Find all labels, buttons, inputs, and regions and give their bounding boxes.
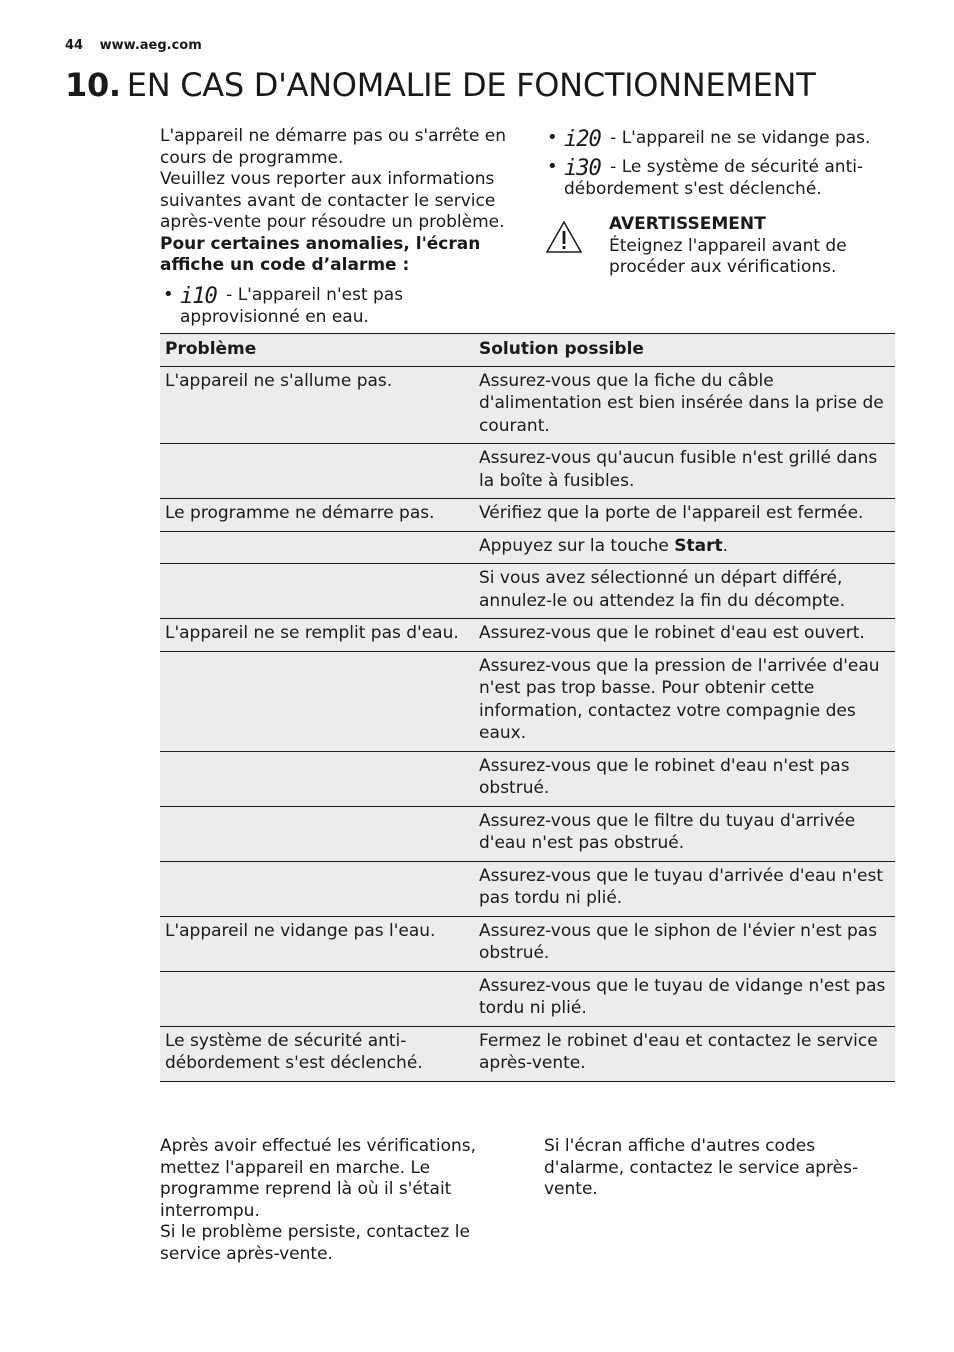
- intro-line1: L'appareil ne démarre pas ou s'arrête en cours de programme.: [160, 126, 507, 168]
- section-title-text: EN CAS D'ANOMALIE DE FONCTIONNEMENT: [126, 66, 816, 104]
- alarm-text: - Le système de sécurité anti-débordement s'est déclenché.: [564, 156, 864, 199]
- intro-line2: Veuillez vous reporter aux informations suivantes avant de contacter le service après-vente pour résoudre un problème.: [160, 169, 505, 232]
- table-header-row: [160, 334, 895, 367]
- problem-cell: [160, 861, 474, 916]
- solution-text: Appuyez sur la touche: [479, 535, 675, 556]
- troubleshooting-table: [160, 333, 895, 1082]
- solution-cell: Assurez-vous que la fiche du câble d'alimentation est bien insérée dans la prise de courant.: [474, 366, 895, 444]
- footer-left: [160, 1136, 515, 1265]
- table-row: [160, 366, 895, 444]
- solution-cell: Assurez-vous que le robinet d'eau n'est pas obstrué.: [474, 751, 895, 806]
- website: www.aeg.com: [99, 38, 202, 53]
- warning-title: AVERTISSEMENT: [609, 214, 766, 234]
- solution-cell: Assurez-vous que le filtre du tuyau d'arrivée d'eau n'est pas obstrué.: [474, 806, 895, 861]
- table-row: [160, 751, 895, 806]
- solution-cell: Assurez-vous qu'aucun fusible n'est grillé dans la boîte à fusibles.: [474, 444, 895, 499]
- footer-right-para: Si l'écran affiche d'autres codes d'alarme, contactez le service après-vente.: [544, 1136, 859, 1199]
- problem-cell: Le système de sécurité anti-débordement s'est déclenché.: [160, 1026, 474, 1081]
- solution-cell: Fermez le robinet d'eau et contactez le service après-vente.: [474, 1026, 895, 1081]
- bullet-icon: •: [547, 127, 558, 148]
- problem-cell: [160, 651, 474, 751]
- problem-cell: [160, 751, 474, 806]
- bullet-icon: •: [163, 283, 174, 305]
- column-header-solution: Solution possible: [474, 334, 895, 367]
- table-row: [160, 531, 895, 564]
- problem-cell: [160, 564, 474, 619]
- footer-left-para1: Après avoir effectué les vérifications, mettez l'appareil en marche. Le programme reprend là où il s'était interrompu.: [160, 1136, 477, 1221]
- intro-bold: Pour certaines anomalies, l'écran affiche un code d’alarme :: [160, 233, 481, 275]
- table-row: [160, 971, 895, 1026]
- page-number: 44: [65, 38, 84, 53]
- table-row: [160, 916, 895, 971]
- warning-triangle-icon: [545, 220, 583, 254]
- table-row: [160, 499, 895, 532]
- table-row: [160, 861, 895, 916]
- table-row: [160, 564, 895, 619]
- problem-cell: L'appareil ne se remplit pas d'eau.: [160, 619, 474, 652]
- solution-cell: Assurez-vous que le tuyau de vidange n'est pas tordu ni plié.: [474, 971, 895, 1026]
- intro-column: [160, 126, 512, 329]
- solution-text-end: .: [722, 535, 728, 556]
- column-header-problem: Problème: [160, 334, 474, 367]
- start-key-label: Start: [674, 535, 723, 556]
- solution-cell: Assurez-vous que la pression de l'arrivée d'eau n'est pas trop basse. Pour obtenir cette information, contactez votre compagnie des eaux.: [474, 651, 895, 751]
- solution-cell: Assurez-vous que le siphon de l'évier n'est pas obstrué.: [474, 916, 895, 971]
- problem-cell: [160, 444, 474, 499]
- solution-cell: Vérifiez que la porte de l'appareil est fermée.: [474, 499, 895, 532]
- table-row: [160, 806, 895, 861]
- alarm-item: [544, 157, 894, 201]
- problem-cell: L'appareil ne vidange pas l'eau.: [160, 916, 474, 971]
- table-row: [160, 651, 895, 751]
- problem-cell: L'appareil ne s'allume pas.: [160, 366, 474, 444]
- solution-cell: [474, 531, 895, 564]
- table-row: [160, 444, 895, 499]
- table-row: [160, 619, 895, 652]
- solution-cell: Si vous avez sélectionné un départ différé, annulez-le ou attendez la fin du décompte.: [474, 564, 895, 619]
- problem-cell: Le programme ne démarre pas.: [160, 499, 474, 532]
- footer-right: [544, 1136, 894, 1201]
- alarm-text: - L'appareil n'est pas approvisionné en eau.: [180, 284, 404, 327]
- alarm-code: i30: [564, 155, 601, 181]
- problem-cell: [160, 971, 474, 1026]
- problem-cell: [160, 531, 474, 564]
- section-title: [65, 66, 815, 104]
- alarm-text: - L'appareil ne se vidange pas.: [604, 128, 871, 148]
- solution-cell: Assurez-vous que le robinet d'eau est ouvert.: [474, 619, 895, 652]
- alarm-item: [160, 285, 512, 329]
- page-header: [65, 38, 202, 53]
- footer-left-para2: Si le problème persiste, contactez le service après-vente.: [160, 1222, 470, 1264]
- solution-cell: Assurez-vous que le tuyau d'arrivée d'eau n'est pas tordu ni plié.: [474, 861, 895, 916]
- problem-cell: [160, 806, 474, 861]
- alarm-code: i20: [564, 127, 601, 152]
- warning-text: Éteignez l'appareil avant de procéder aux vérifications.: [609, 235, 847, 277]
- alarm-item: [544, 128, 894, 151]
- section-number: 10.: [65, 66, 121, 104]
- table-row: [160, 1026, 895, 1081]
- bullet-icon: •: [547, 155, 558, 177]
- alarm-code: i10: [180, 283, 217, 309]
- alarm-column: [544, 128, 894, 201]
